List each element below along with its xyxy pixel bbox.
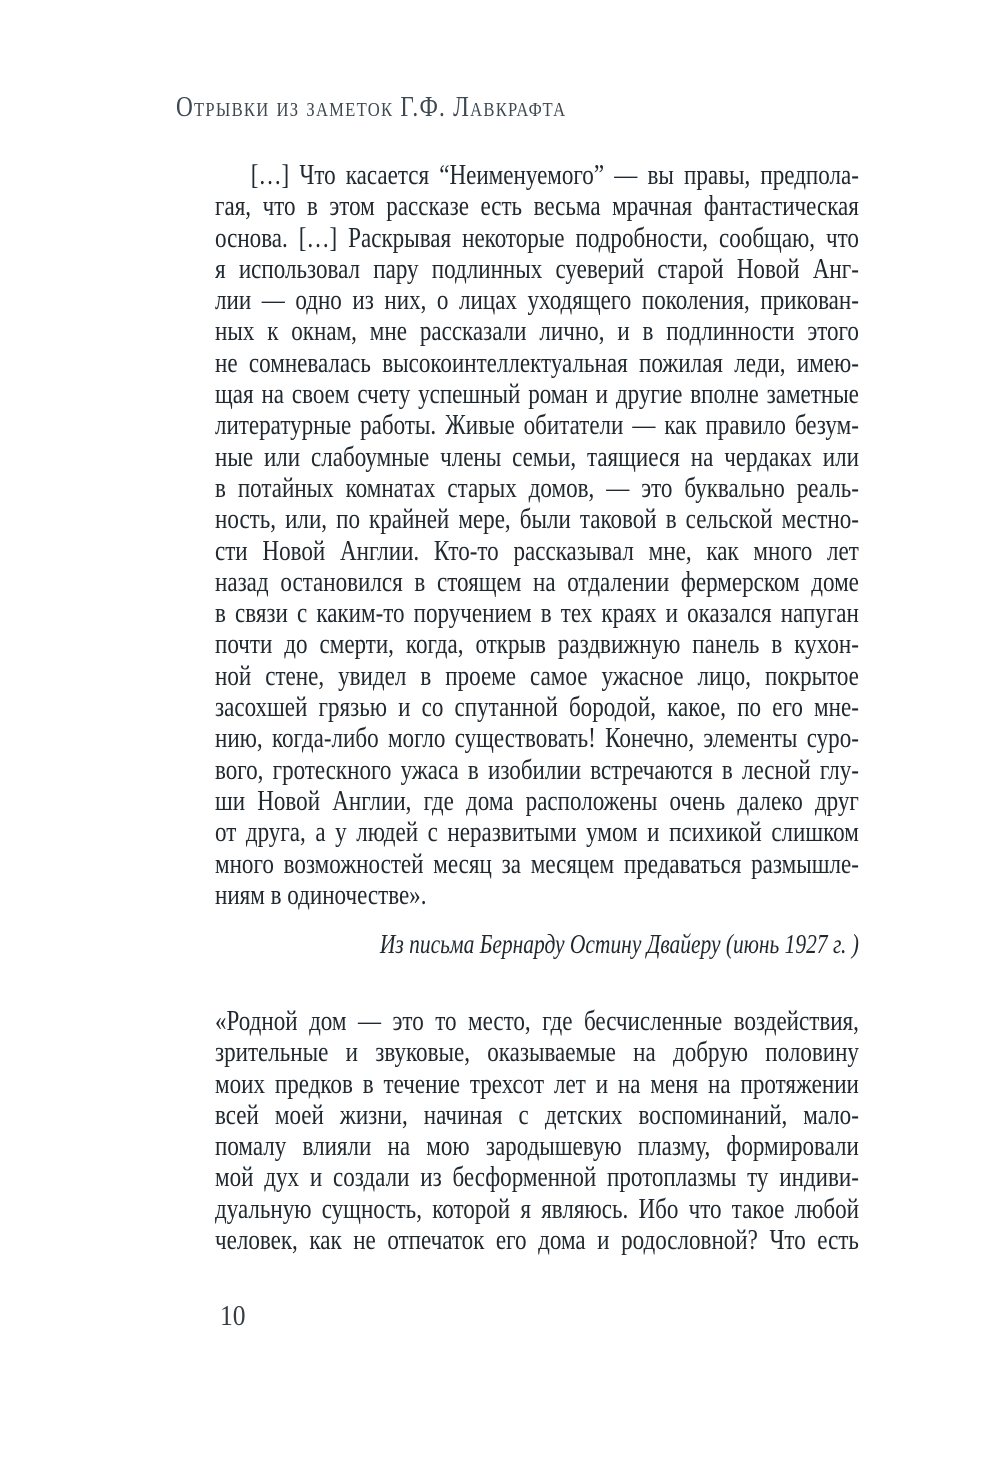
text-line: вого, гротескного ужаса в изобилии встречаются в лесной глу- [215, 753, 859, 786]
text-line: я использовал пару подлинных суеверий старой Новой Анг- [215, 252, 859, 285]
letter-attribution: Из письма Бернарду Остину Двайеру (июнь 1927 г. ) [379, 929, 859, 959]
text-line: сти Новой Англии. Кто-то рассказывал мне, как много лет [215, 534, 859, 567]
letter-excerpt-2 [215, 1006, 859, 1256]
text-line: не сомневалась высокоинтеллектуальная пожилая леди, имею- [215, 346, 859, 379]
text-line: ные или слабоумные члены семьи, таящиеся на чердаках или [215, 440, 859, 473]
text-line: гая, что в этом рассказе есть весьма мрачная фантастическая [215, 190, 859, 223]
text-line: в потайных комнатах старых домов, — это буквально реаль- [215, 471, 859, 504]
text-line: ных к окнам, мне рассказали лично, и в подлинности этого [215, 315, 859, 348]
text-line: дуальную сущность, которой я являюсь. Ибо что такое любой [215, 1192, 859, 1225]
text-line: ной стене, увидел в проеме самое ужасное лицо, покрытое [215, 659, 859, 692]
text-line: зрительные и звуковые, оказываемые на добрую половину [215, 1036, 859, 1069]
text-line: лии — одно из них, о лицах уходящего поколения, прикован- [215, 284, 859, 317]
page-number: 10 [220, 1300, 246, 1332]
text-line: в связи с каким-то поручением в тех краях и оказался напуган [215, 597, 859, 630]
text-line: щая на своем счету успешный роман и другие вполне заметные [215, 378, 859, 411]
running-title: Отрывки из заметок Г.Ф. Лавкрафта [176, 92, 567, 123]
text-line: много возможностей месяц за месяцем предаваться размышле- [215, 847, 859, 880]
text-line: человек, как не отпечаток его дома и родословной? Что есть [215, 1224, 859, 1257]
text-line: помалу влияли на мою зародышевую плазму, формировали [215, 1130, 859, 1163]
text-line: ниям в одиночестве». [215, 878, 427, 911]
text-line: назад остановился в стоящем на отдалении фермерском доме [215, 565, 859, 598]
text-line: засохшей грязью и со спутанной бородой, какое, по его мне- [215, 691, 859, 724]
text-line: «Родной дом — это то место, где бесчисленные воздействия, [215, 1005, 859, 1037]
text-line: нию, когда-либо могло существовать! Конечно, элементы суро- [215, 722, 859, 755]
letter-excerpt-1 [215, 160, 859, 911]
text-line: от друга, а у людей с неразвитыми умом и психикой слишком [215, 816, 859, 849]
text-line: ность, или, по крайней мере, были таковой в сельской местно- [215, 503, 859, 536]
text-line: ши Новой Англии, где дома расположены очень далеко друг [215, 784, 859, 817]
text-line: моих предков в течение трехсот лет и на меня на протяжении [215, 1067, 859, 1100]
text-line: почти до смерти, когда, открыв раздвижную панель в кухон- [215, 628, 859, 661]
text-line: […] Что касается “Неименуемого” — вы правы, предпола- [250, 159, 859, 191]
text-line: всей моей жизни, начиная с детских воспоминаний, мало- [215, 1098, 859, 1131]
text-line: мой дух и создали из бесформенной протоплазмы ту индиви- [215, 1161, 859, 1194]
text-line: литературные работы. Живые обитатели — как правило безум- [215, 409, 859, 442]
text-line: основа. […] Раскрывая некоторые подробности, сообщаю, что [215, 221, 859, 254]
